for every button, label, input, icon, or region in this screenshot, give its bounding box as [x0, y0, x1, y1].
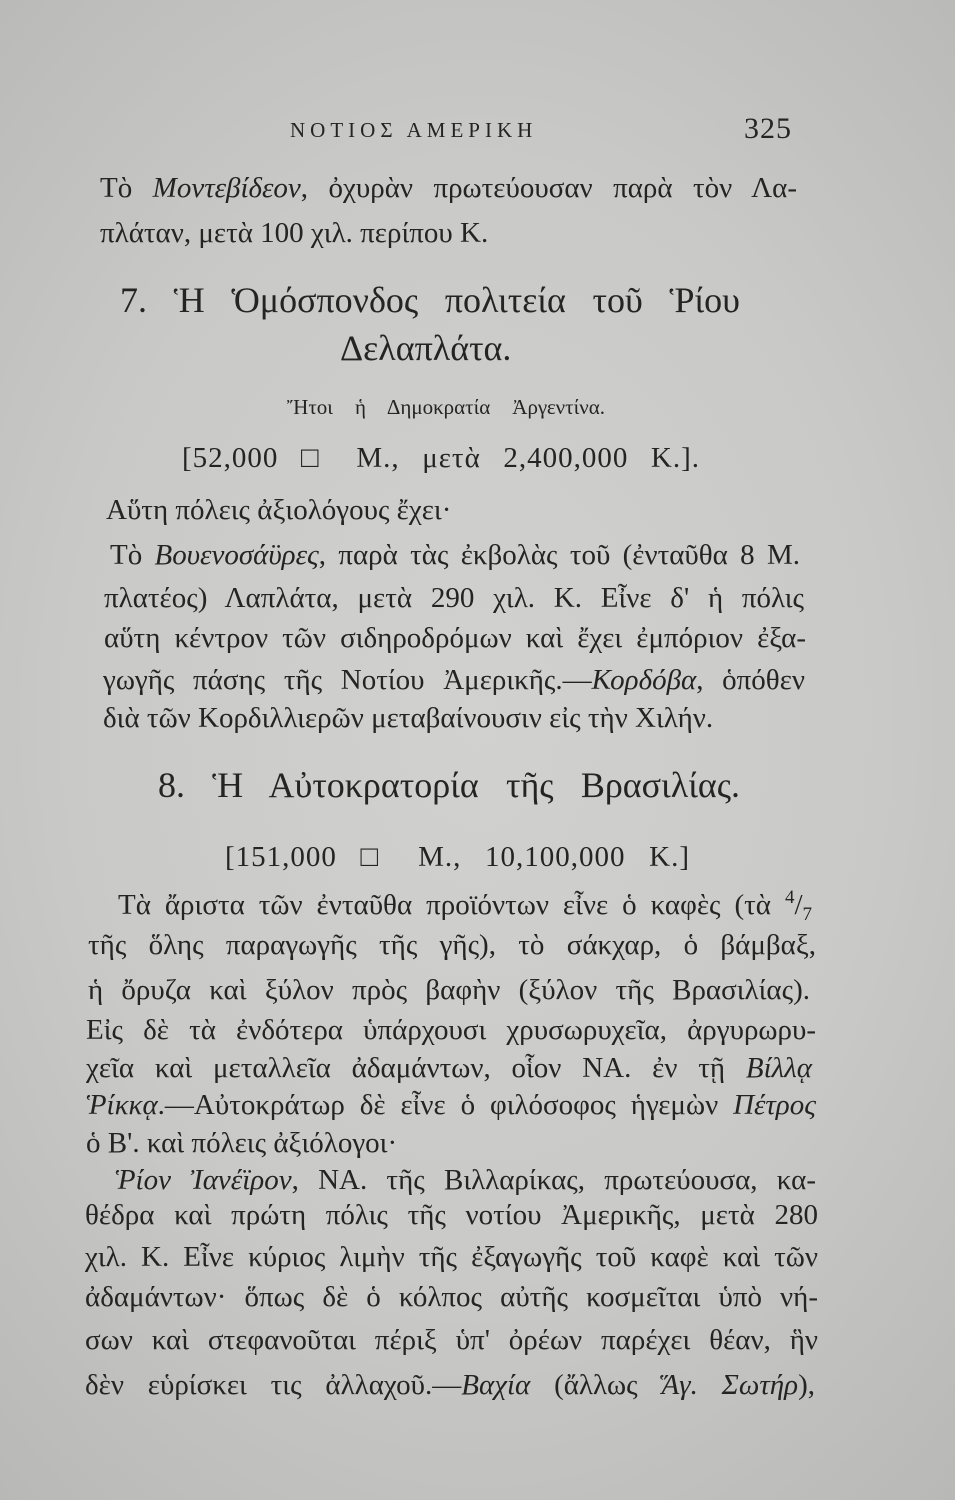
- text-line: [104, 621, 806, 655]
- text-line: [86, 1013, 816, 1047]
- text-segment: πλατέος) Λαπλάτα, μετὰ 290 χιλ. Κ. Εἶνε δ' ἡ πόλις: [104, 582, 804, 614]
- text-line: [85, 1280, 818, 1314]
- text-line: [103, 701, 713, 735]
- page-number: 325: [744, 112, 792, 145]
- italic-place-name: Κορδόβα: [591, 664, 697, 696]
- fraction-denominator: 7: [802, 904, 812, 925]
- text-segment: Εἰς δὲ τὰ ἐνδότερα ὑπάρχουσι χρυσωρυχεῖα, ἀργυρωρυ-: [86, 1014, 816, 1046]
- text-segment: Τὸ: [110, 539, 155, 571]
- italic-place-name: Βουενοσάϋρες: [154, 539, 319, 571]
- text-segment: (ἄλλως: [530, 1369, 662, 1401]
- text-line: [86, 1126, 397, 1160]
- text-segment: Αὕτη πόλεις ἀξιολόγους ἔχει·: [106, 494, 452, 526]
- text-segment: δὲν εὑρίσκει τις ἀλλαχοῦ.—: [85, 1369, 462, 1401]
- italic-person-name: Πέτρος: [733, 1089, 816, 1121]
- text-segment: ),: [798, 1369, 815, 1401]
- text-line: [106, 493, 451, 527]
- text-line: [86, 1088, 816, 1122]
- italic-place-name: Βίλλᾳ: [745, 1052, 812, 1084]
- text-segment: χεῖα καὶ μεταλλεῖα ἀδαμάντων, οἷον ΝΑ. ἐν τῇ: [86, 1052, 746, 1084]
- text-segment: Τὰ ἄριστα τῶν ἐνταῦθα προϊόντων εἶνε ὁ καφὲς (τὰ: [118, 889, 785, 921]
- section-heading-continued: Δελαπλάτα.: [340, 328, 512, 368]
- text-segment: ἡ ὄρυζα καὶ ξύλον πρὸς βαφὴν (ξύλον τῆς Βρασιλίας).: [88, 974, 810, 1006]
- text-line: [118, 887, 812, 925]
- running-head-title: ΝΟΤΙΟΣ ΑΜΕΡΙΚΗ: [290, 118, 538, 142]
- text-line: [100, 216, 488, 250]
- italic-place-name: Ῥίον Ἰανέϊρον: [115, 1164, 292, 1196]
- italic-place-name: Ῥίκκᾳ: [86, 1089, 158, 1121]
- text-line: [85, 1198, 818, 1232]
- text-segment: , παρὰ τὰς ἐκβολὰς τοῦ (ἐνταῦθα 8 Μ.: [318, 539, 801, 571]
- text-line: [100, 171, 797, 205]
- italic-place-name: Βαχία: [461, 1369, 531, 1401]
- text-segment: .—Αὐτοκράτωρ δὲ εἶνε ὁ φιλόσοφος ἡγεμὼν: [157, 1089, 734, 1121]
- text-segment: διὰ τῶν Κορδιλλιερῶν μεταβαίνουσιν εἰς τὴν Χιλήν.: [103, 702, 714, 734]
- text-segment: γωγῆς πάσης τῆς Νοτίου Ἀμερικῆς.—: [103, 664, 592, 696]
- section-subtitle: Ἤτοι ἡ Δημοκρατία Ἀργεντίνα.: [287, 395, 605, 419]
- text-line: [85, 1368, 815, 1402]
- fraction-numerator: 4: [784, 887, 795, 908]
- text-line: [85, 1323, 818, 1357]
- text-segment: , ὁπόθεν: [696, 664, 805, 696]
- text-line: [85, 1240, 818, 1274]
- text-line: [88, 928, 816, 962]
- text-segment: πλάταν, μετὰ 100 χιλ. περίπου Κ.: [100, 217, 489, 249]
- text-segment: τῆς ὅλης παραγωγῆς τῆς γῆς), τὸ σάκχαρ, ὁ βάμβαξ,: [88, 929, 816, 961]
- text-segment: χιλ. Κ. Εἶνε κύριος λιμὴν τῆς ἐξαγωγῆς τοῦ καφὲ καὶ τῶν: [85, 1241, 818, 1273]
- section-statistics: [52,000 □ Μ., μετὰ 2,400,000 Κ.].: [182, 442, 700, 474]
- fraction-slash: /: [794, 889, 803, 921]
- text-segment: Τὸ: [100, 172, 153, 204]
- italic-place-name: Ἅγ. Σωτήρ: [661, 1369, 799, 1401]
- text-line: [86, 1051, 812, 1085]
- text-line: [88, 973, 810, 1007]
- text-segment: , ὀχυρὰν πρωτεύουσαν παρὰ τὸν Λα-: [300, 172, 798, 204]
- section-heading: 8. Ἡ Αὐτοκρατορία τῆς Βρασιλίας.: [158, 765, 740, 805]
- section-statistics: [151,000 □ Μ., 10,100,000 Κ.]: [225, 841, 690, 873]
- text-line: [104, 581, 804, 615]
- text-segment: ἀδαμάντων· ὅπως δὲ ὁ κόλπος αὐτῆς κοσμεῖται ὑπὸ νή-: [85, 1281, 818, 1313]
- text-segment: θέδρα καὶ πρώτη πόλις τῆς νοτίου Ἀμερικῆς, μετὰ 280: [85, 1199, 818, 1231]
- text-segment: ὁ Β'. καὶ πόλεις ἀξιόλογοι·: [86, 1127, 398, 1159]
- text-segment: σων καὶ στεφανοῦται πέριξ ὑπ' ὀρέων παρέχει θέαν, ἣν: [85, 1324, 818, 1356]
- text-line: [103, 663, 805, 697]
- text-segment: , ΝΑ. τῆς Βιλλαρίκας, πρωτεύουσα, κα-: [291, 1164, 816, 1196]
- text-line: [110, 538, 800, 572]
- italic-place-name: Μοντεβίδεον: [152, 172, 301, 204]
- text-line: [115, 1163, 816, 1197]
- section-heading: 7. Ἡ Ὁμόσπονδος πολιτεία τοῦ Ῥίου: [120, 280, 740, 320]
- text-segment: αὕτη κέντρον τῶν σιδηροδρόμων καὶ ἔχει ἐμπόριον ἐξα-: [104, 622, 806, 654]
